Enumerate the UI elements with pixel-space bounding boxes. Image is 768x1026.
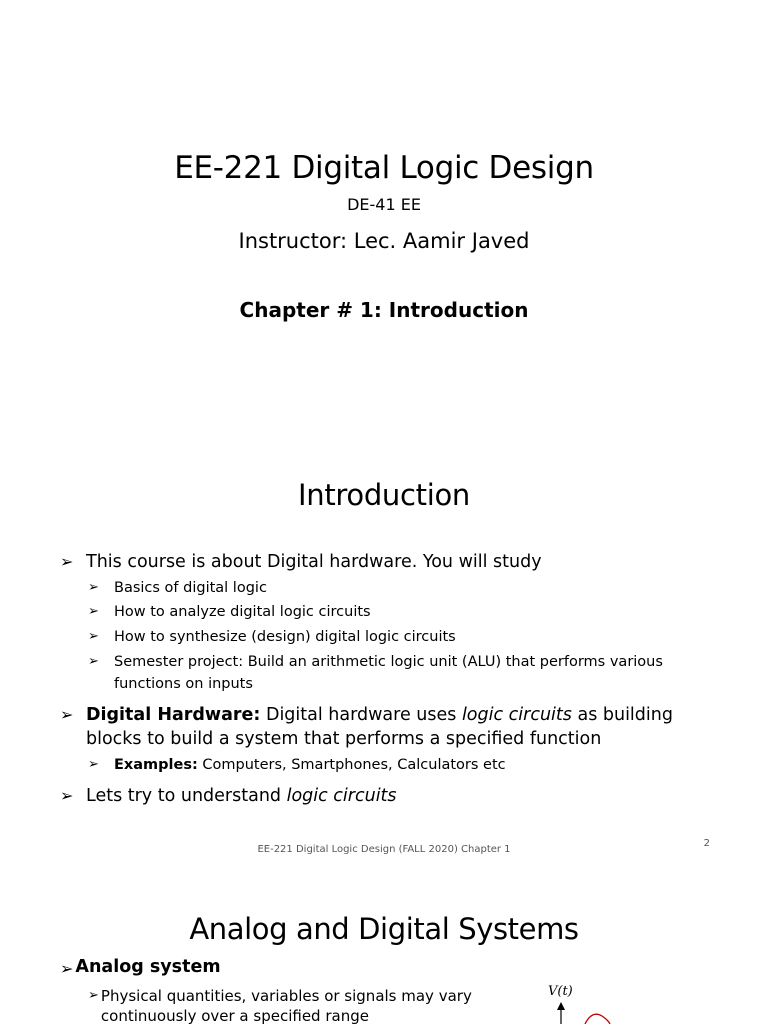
instructor: Instructor: Lec. Aamir Javed (238, 229, 530, 253)
sub-bullet: ➢ How to synthesize (design) digital logic circuits (88, 626, 714, 648)
analog-signal-graph (530, 980, 650, 1024)
title-slide (0, 0, 768, 420)
analog-digital-slide (0, 860, 768, 1024)
graph-axis-label: V(t) (548, 984, 573, 999)
slide-footer: EE-221 Digital Logic Design (FALL 2020) Chapter 1 (257, 844, 511, 855)
bullet-arrow-icon: ➢ (88, 604, 99, 619)
page-number: 2 (703, 838, 710, 849)
sub-bullet-examples: ➢ Examples: Computers, Smartphones, Calculators etc (88, 754, 714, 776)
bullet-arrow-icon: ➢ (88, 629, 99, 644)
bullet-course-about: ➢ This course is about Digital hardware. You will study (60, 552, 542, 572)
bullet-arrow-icon: ➢ (88, 988, 99, 1003)
signal-curve (585, 1014, 610, 1024)
bullet-arrow-icon: ➢ (60, 552, 74, 571)
bullet-digital-hardware: ➢ Digital Hardware: Digital hardware uses logic circuits as building blocks to build a system that performs a specified function (60, 705, 673, 749)
slide-title: Introduction (297, 478, 470, 512)
sub-bullet-analog: ➢ Physical quantities, variables or signals may vary continuously over a specified range (88, 987, 472, 1025)
sub-bullet: ➢ How to analyze digital logic circuits (88, 601, 714, 623)
sub-bullet: ➢ Basics of digital logic (88, 577, 714, 599)
slide-title: Analog and Digital Systems (189, 912, 579, 946)
bullet-logic-circuits: ➢ Lets try to understand logic circuits (60, 786, 397, 806)
sub-bullet: ➢ Semester project: Build an arithmetic logic unit (ALU) that performs various functions on inputs (88, 651, 714, 695)
bullet-arrow-icon: ➢ (88, 757, 99, 772)
introduction-slide (0, 420, 768, 860)
bullet-arrow-icon: ➢ (60, 959, 74, 978)
bullet-arrow-icon: ➢ (60, 786, 74, 805)
course-code: DE-41 EE (347, 195, 421, 214)
course-title: EE-221 Digital Logic Design (174, 150, 594, 186)
chapter-heading: Chapter # 1: Introduction (239, 298, 529, 322)
bullet-arrow-icon: ➢ (60, 705, 74, 724)
axis-arrowhead (557, 1002, 565, 1010)
bullet-arrow-icon: ➢ (88, 580, 99, 595)
bullet-arrow-icon: ➢ (88, 654, 99, 669)
bullet-analog-system: ➢ Analog system (60, 957, 221, 981)
graph-drawing (530, 980, 650, 1024)
